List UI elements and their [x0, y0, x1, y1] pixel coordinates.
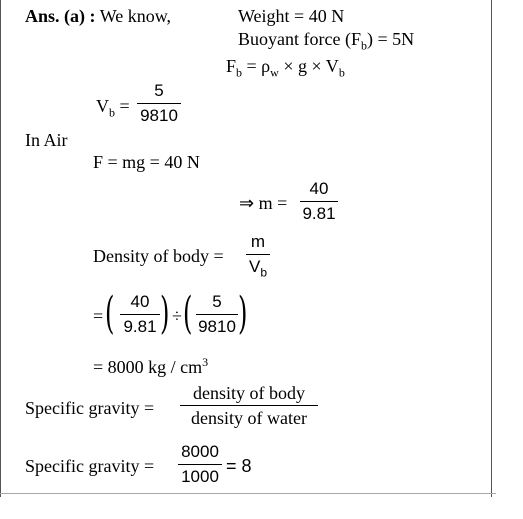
right-paren-2: ): [238, 288, 248, 339]
buoyancy-formula: $F_b = \rho_w \times g \times V_b$: [226, 56, 345, 80]
mass-fraction: 40 9.81: [300, 178, 338, 225]
specific-gravity-lhs-2: Specific gravity =: [25, 456, 155, 476]
right-paren-1: ): [160, 288, 170, 339]
left-paren-1: (: [105, 288, 115, 339]
divide-sign: ÷: [172, 306, 182, 326]
left-paren-2: (: [183, 288, 193, 339]
specific-gravity-fraction-2: 8000 1000: [178, 441, 222, 488]
force-equation: F = mg = 40 N: [93, 152, 200, 172]
buoyant-force-statement: Buoyant force $(F_b) = 5N$: [238, 29, 415, 53]
bottom-divider: [0, 493, 496, 494]
density-result: = 8000 kg / $cm^3$: [93, 355, 209, 377]
in-air-heading: In Air: [25, 130, 68, 150]
calc-fraction-1: 40 9.81: [120, 291, 160, 338]
vb-fraction: 5 9810: [137, 80, 181, 127]
specific-gravity-result: = 8: [226, 456, 252, 476]
mass-lhs: ⇒ m =: [239, 193, 288, 213]
vb-lhs: $V_b$ =: [96, 96, 130, 120]
answer-line: [25, 6, 171, 26]
answer-prefix: Ans. (a) :: [25, 6, 96, 26]
specific-gravity-lhs-1: Specific gravity =: [25, 398, 155, 418]
density-lhs: Density of body =: [93, 246, 224, 266]
calc-equals: =: [93, 306, 104, 326]
specific-gravity-fraction-1: density of body density of water: [180, 382, 318, 429]
we-know-text: We know,: [99, 6, 172, 26]
calc-fraction-2: 5 9810: [196, 291, 238, 338]
density-fraction: m $V_b$: [246, 231, 270, 283]
weight-statement: Weight = 40 N: [238, 6, 345, 26]
